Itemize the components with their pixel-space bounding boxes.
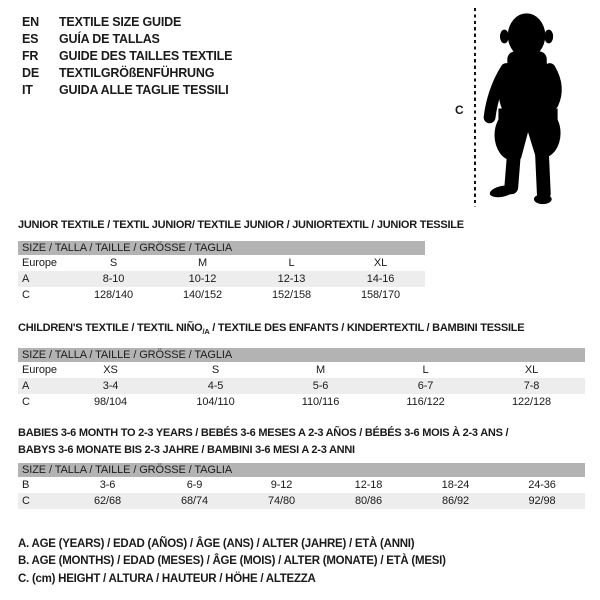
size-cell: 122/128 (511, 395, 552, 408)
junior-section (18, 217, 464, 303)
table-row (18, 378, 585, 394)
size-cell: 14-16 (366, 272, 395, 285)
table-row (18, 362, 585, 378)
babies-size-table (18, 463, 585, 509)
size-cell: XS (103, 363, 118, 376)
size-cell: 140/152 (182, 288, 223, 301)
size-cell: 6-7 (417, 379, 434, 392)
row-label: Europe (22, 363, 57, 376)
table-row (18, 493, 585, 509)
size-cell: 152/158 (271, 288, 312, 301)
row-label: B (22, 479, 30, 491)
size-cell: 104/110 (196, 395, 235, 408)
size-cell: 92/98 (528, 495, 556, 507)
size-cell: 98/104 (93, 395, 128, 408)
size-cell: 68/74 (180, 495, 209, 507)
size-cell: 6-9 (186, 479, 203, 491)
size-cell: 74/80 (267, 495, 296, 507)
row-label: C (22, 495, 30, 507)
size-cell: 4-5 (207, 379, 224, 392)
row-label: A (22, 272, 30, 285)
size-cell: 18-24 (441, 479, 470, 491)
children-section (18, 320, 585, 410)
table-row (18, 271, 425, 287)
language-guide-title: TEXTILE SIZE GUIDE (59, 14, 182, 29)
size-cell: 86/92 (441, 495, 470, 507)
size-cell: 5-6 (312, 379, 329, 392)
footnote: A. AGE (YEARS) / EDAD (AÑOS) / ÂGE (ANS) / ALTER (JAHRE) / ETÀ (ANNI) (18, 538, 415, 550)
row-label: C (22, 288, 30, 301)
row-label: Europe (22, 256, 57, 269)
junior-size-table (18, 241, 425, 303)
language-row (22, 64, 232, 81)
toddler-silhouette-icon (480, 4, 580, 211)
height-measure-line (474, 8, 476, 207)
section-title-line: JUNIOR TEXTILE / TEXTIL JUNIOR/ TEXTILE JUNIOR / JUNIORTEXTIL / JUNIOR TESSILE (18, 219, 464, 231)
size-cell: 62/68 (93, 495, 122, 507)
row-label: A (22, 379, 30, 392)
table-row (18, 255, 425, 271)
language-guide-title: GUIDA ALLE TAGLIE TESSILI (59, 82, 229, 97)
size-cell: 24-36 (528, 479, 556, 491)
size-cell: M (197, 256, 208, 269)
footnote: C. (cm) HEIGHT / ALTURA / HAUTEUR / HÖHE / ALTEZZA (18, 572, 316, 585)
language-guide-title: TEXTILGRÖßENFÜHRUNG (59, 65, 215, 80)
footnote: B. AGE (MONTHS) / EDAD (MESES) / ÂGE (MOIS) / ALTER (MONATE) / ETÀ (MESI) (18, 555, 446, 568)
section-title-line: CHILDREN'S TEXTILE / TEXTIL $NIÑO_{/A}$ / TEXTILE DES ENFANTS / KINDERTEXTIL / BAMBINI TESSILE (18, 322, 525, 337)
children-section-title (18, 320, 585, 341)
size-cell: 128/140 (93, 288, 134, 301)
size-cell: L (422, 363, 429, 376)
table-size-header: SIZE / TALLA / TAILLE / GRÖSSE / TAGLIA (18, 348, 585, 362)
size-cell: 8-10 (102, 272, 125, 285)
language-title-list (22, 13, 232, 98)
language-row (22, 30, 232, 47)
children-size-table (18, 348, 585, 410)
table-row (18, 394, 585, 410)
language-row (22, 47, 232, 64)
size-cell: XL (524, 363, 539, 376)
size-cell: 158/170 (360, 288, 401, 301)
table-row (18, 477, 585, 493)
language-code: EN (22, 14, 39, 29)
language-guide-title: GUIDE DES TAILLES TEXTILE (59, 48, 233, 63)
language-guide-title: GUÍA DE TALLAS (59, 31, 160, 46)
size-cell: 3-6 (99, 479, 116, 491)
height-measure-label: C (455, 103, 464, 117)
size-cell: XL (373, 256, 388, 269)
size-cell: M (315, 363, 326, 376)
size-cell: S (211, 363, 220, 376)
size-cell: 80/86 (354, 495, 383, 507)
size-cell: 7-8 (523, 379, 540, 392)
language-row (22, 81, 232, 98)
size-cell: 116/122 (406, 395, 445, 408)
junior-section-title (18, 217, 464, 234)
size-cell: 10-12 (188, 272, 217, 285)
section-title-line: BABYS 3-6 MONATE BIS 2-3 JAHRE / BAMBINI 3-6 MESI A 2-3 ANNI (18, 443, 355, 456)
section-title-line: BABIES 3-6 MONTH TO 2-3 YEARS / BEBÉS 3-6 MESES A 2-3 AÑOS / BÉBÉS 3-6 MOIS À 2-3 ANS / (18, 427, 509, 439)
size-cell: 110/116 (301, 395, 340, 408)
size-cell: 12-18 (354, 479, 383, 491)
language-code: IT (22, 82, 33, 97)
table-row (18, 287, 425, 303)
language-row (22, 13, 232, 30)
size-cell: L (288, 256, 295, 269)
table-size-header: SIZE / TALLA / TAILLE / GRÖSSE / TAGLIA (18, 463, 585, 477)
babies-section-title (18, 425, 585, 458)
size-cell: 12-13 (277, 272, 306, 285)
size-cell: 9-12 (270, 479, 293, 491)
size-cell: 3-4 (102, 379, 119, 392)
size-cell: S (109, 256, 118, 269)
row-label: C (22, 395, 30, 408)
babies-section (18, 425, 585, 509)
language-code: DE (22, 65, 39, 80)
footnotes (18, 536, 446, 588)
table-size-header: SIZE / TALLA / TAILLE / GRÖSSE / TAGLIA (18, 241, 425, 255)
language-code: ES (22, 31, 39, 46)
language-code: FR (22, 48, 39, 63)
